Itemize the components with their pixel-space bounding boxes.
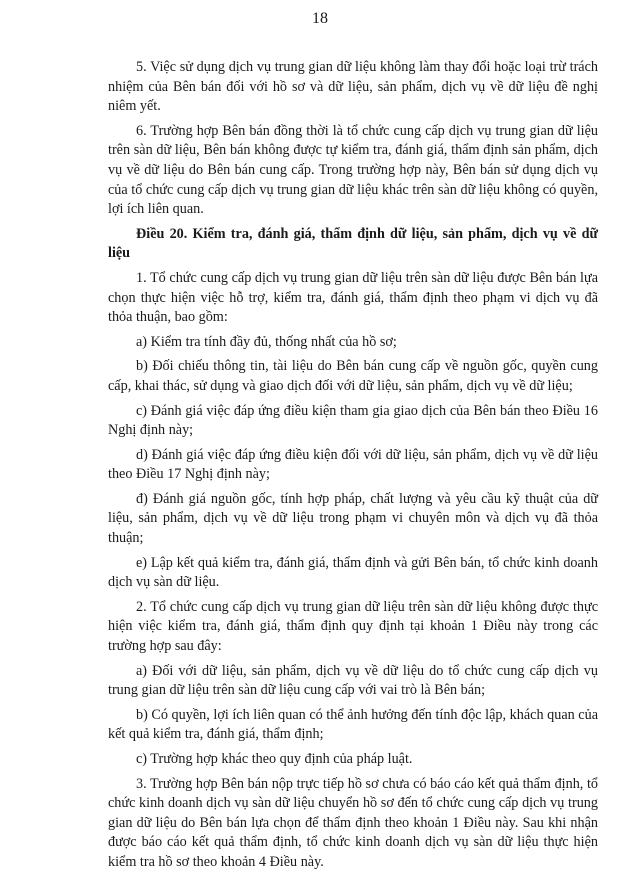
point-d: d) Đánh giá việc đáp ứng điều kiện đối với dữ liệu, sản phẩm, dịch vụ về dữ liệu theo Điều 17 Nghị định này; (108, 446, 598, 483)
point-b: b) Đối chiếu thông tin, tài liệu do Bên bán cung cấp về nguồn gốc, quyền cung cấp, khai thác, sử dụng và giao dịch đối với dữ liệu, sản phẩm, dịch vụ về dữ liệu; (108, 358, 598, 394)
clause-5: 5. Việc sử dụng dịch vụ trung gian dữ liệu không làm thay đổi hoặc loại trừ trách nhiệm của Bên bán đối với hồ sơ và dữ liệu, sản phẩm, dịch vụ về dữ liệu đề nghị niêm yết. (108, 59, 598, 115)
clause-3: 3. Trường hợp Bên bán nộp trực tiếp hồ sơ chưa có báo cáo kết quả thẩm định, tổ chức kinh doanh dịch vụ sàn dữ liệu chuyển hồ sơ đến tổ chức cung cấp dịch vụ trung gian dữ liệu do Bên bán lựa chọn để thẩm định theo khoản 1 Điều này. Sau khi nhận được báo cáo kết quả thẩm định, tổ chức kinh doanh dịch vụ sàn dữ liệu thực hiện kiểm tra hồ sơ theo khoản 4 Điều này. (108, 775, 598, 870)
page-number: 18 (312, 10, 328, 27)
document-body (108, 58, 598, 878)
point-dd: đ) Đánh giá nguồn gốc, tính hợp pháp, chất lượng và yêu cầu kỹ thuật của dữ liệu, sản phẩm, dịch vụ về dữ liệu trong phạm vi chuyên môn và dịch vụ đã thỏa thuận; (108, 490, 598, 547)
point-e: e) Lập kết quả kiểm tra, đánh giá, thẩm định và gửi Bên bán, tổ chức kinh doanh dịch vụ sàn dữ liệu. (108, 554, 598, 591)
article-20-heading: Điều 20. Kiểm tra, đánh giá, thẩm định dữ liệu, sản phẩm, dịch vụ về dữ liệu (108, 225, 598, 262)
clause-2-point-b: b) Có quyền, lợi ích liên quan có thể ảnh hưởng đến tính độc lập, khách quan của kết quả kiểm tra, đánh giá, thẩm định; (108, 706, 598, 743)
clause-2: 2. Tổ chức cung cấp dịch vụ trung gian dữ liệu trên sàn dữ liệu không được thực hiện việc kiểm tra, đánh giá, thẩm định quy định tại khoản 1 Điều này trong các trường hợp sau đây: (108, 598, 598, 655)
point-a: a) Kiểm tra tính đầy đủ, thống nhất của hồ sơ; (136, 333, 397, 350)
clause-1: 1. Tổ chức cung cấp dịch vụ trung gian dữ liệu trên sàn dữ liệu được Bên bán lựa chọn thực hiện việc hỗ trợ, kiểm tra, đánh giá, thẩm định theo phạm vi dịch vụ đã thỏa thuận, bao gồm: (108, 269, 598, 326)
clause-6: 6. Trường hợp Bên bán đồng thời là tổ chức cung cấp dịch vụ trung gian dữ liệu trên sàn dữ liệu, Bên bán không được tự kiểm tra, đánh giá, thẩm định sản phẩm, dịch vụ về dữ liệu do Bên bán cung cấp. Trong trường hợp này, Bên bán sử dụng dịch vụ của tổ chức cung cấp dịch vụ trung gian dữ liệu khác trên sàn dữ liệu không có quyền, lợi ích liên quan. (108, 122, 598, 218)
point-c: c) Đánh giá việc đáp ứng điều kiện tham gia giao dịch của Bên bán theo Điều 16 Nghị định này; (108, 402, 598, 439)
clause-2-point-c: c) Trường hợp khác theo quy định của pháp luật. (136, 751, 413, 767)
clause-2-point-a: a) Đối với dữ liệu, sản phẩm, dịch vụ về dữ liệu do tổ chức cung cấp dịch vụ trung gian dữ liệu trên sàn dữ liệu cung cấp với vai trò là Bên bán; (108, 662, 598, 699)
